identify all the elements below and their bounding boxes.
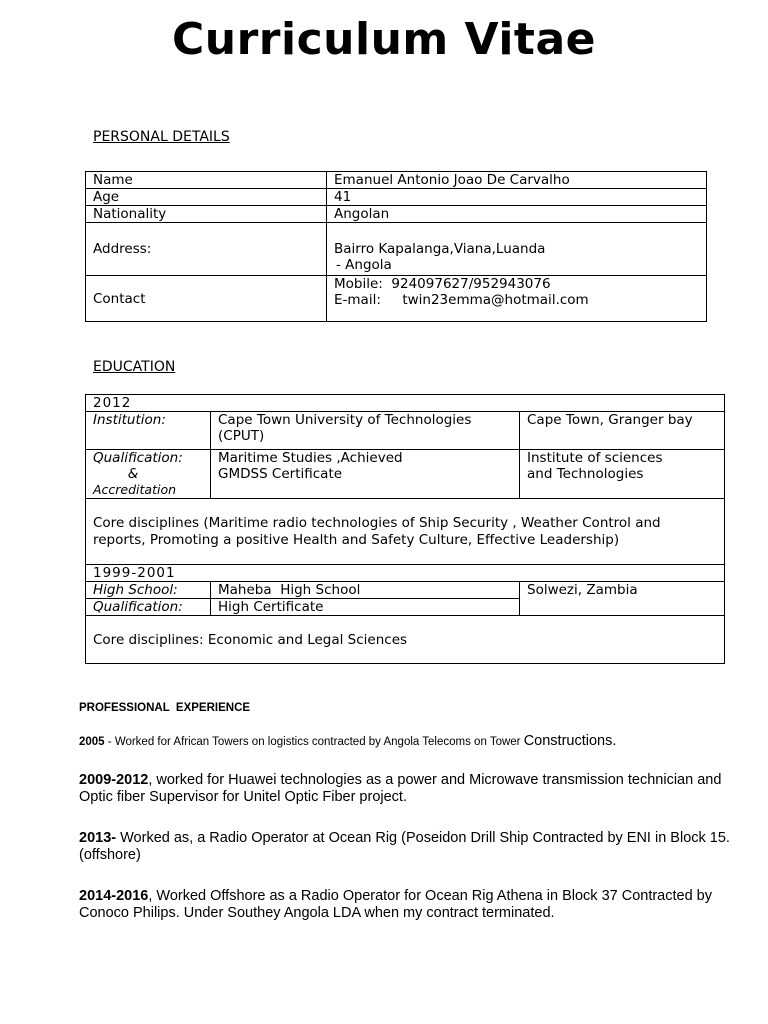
table-row (86, 223, 707, 276)
education-year-1999: 1999-2001 (86, 565, 725, 582)
address-line-2: - Angola (336, 257, 392, 273)
nationality-label: Nationality (86, 206, 327, 223)
table-row (86, 499, 725, 565)
address-label: Address: (86, 223, 327, 276)
experience-text-tail: Constructions. (523, 733, 617, 749)
mobile-line: Mobile: 924097627/952943076 (334, 276, 551, 292)
age-value: 41 (327, 189, 707, 206)
qualification-line-1: Maritime Studies ,Achieved (218, 450, 403, 466)
experience-text: , worked for Huawei technologies as a power and Microwave transmission technician and Optic fiber Supervisor for Unitel Optic Fiber project. (79, 772, 722, 805)
address-line-1: Bairro Kapalanga,Viana,Luanda (334, 241, 546, 257)
table-row (86, 582, 725, 599)
professional-experience-heading: PROFESSIONAL EXPERIENCE (79, 702, 251, 714)
qualification-value (211, 450, 520, 499)
ampersand-label: & (127, 466, 139, 482)
institute-line-1: Institute of sciences (527, 450, 663, 466)
address-value (327, 223, 707, 276)
experience-year: 2013- (79, 830, 117, 846)
experience-year: 2005 (79, 736, 105, 748)
table-row (86, 189, 707, 206)
qualification-label: Qualification: (93, 450, 183, 466)
table-row (86, 206, 707, 223)
qualification-value-2: High Certificate (211, 599, 520, 616)
name-value: Emanuel Antonio Joao De Carvalho (327, 172, 707, 189)
experience-text: - Worked for African Towers on logistics contracted by Angola Telecoms on Tower (104, 736, 524, 748)
table-row (86, 276, 707, 322)
core-disciplines-2012 (86, 499, 725, 565)
core-disciplines-1999: Core disciplines: Economic and Legal Sciences (86, 616, 725, 664)
accreditation-label: Accreditation (93, 482, 177, 497)
high-school-label: High School: (86, 582, 211, 599)
institution-value (211, 412, 520, 450)
name-label: Name (86, 172, 327, 189)
education-table (85, 394, 725, 664)
experience-2014 (79, 888, 739, 922)
table-row (86, 395, 725, 412)
institution-location: Cape Town, Granger bay (520, 412, 725, 450)
personal-details-table (85, 171, 707, 322)
institute-value (520, 450, 725, 499)
email-line: E-mail: twin23emma@hotmail.com (334, 292, 589, 308)
experience-text: Worked as, a Radio Operator at Ocean Rig (Poseidon Drill Ship Contracted by ENI in Block 15.(offshore) (79, 830, 730, 863)
table-row (86, 565, 725, 582)
nationality-value: Angolan (327, 206, 707, 223)
table-row (86, 616, 725, 664)
institution-abbrev: (CPUT) (218, 428, 265, 444)
contact-value (327, 276, 707, 322)
experience-2009 (79, 772, 739, 806)
institution-name: Cape Town University of Technologies (218, 412, 472, 428)
qualification-accreditation-label (86, 450, 211, 499)
education-heading: EDUCATION (93, 359, 176, 375)
education-year-2012: 2012 (86, 395, 725, 412)
high-school-location: Solwezi, Zambia (520, 582, 725, 616)
experience-year: 2014-2016 (79, 888, 149, 904)
contact-label: Contact (86, 276, 327, 322)
institute-line-2: and Technologies (527, 466, 644, 482)
table-row (86, 450, 725, 499)
experience-text: , Worked Offshore as a Radio Operator for Ocean Rig Athena in Block 37 Contracted by Conoco Philips. Under Southey Angola LDA when my contract terminated. (79, 888, 712, 921)
experience-year: 2009-2012 (79, 772, 149, 788)
table-row (86, 412, 725, 450)
experience-2013 (79, 830, 739, 864)
table-row (86, 172, 707, 189)
age-label: Age (86, 189, 327, 206)
core-line-2: reports, Promoting a positive Health and Safety Culture, Effective Leadership) (93, 531, 620, 548)
experience-2005 (79, 733, 739, 751)
personal-details-heading: PERSONAL DETAILS (93, 129, 230, 145)
core-line-1: Core disciplines (Maritime radio technologies of Ship Security , Weather Control and (93, 514, 661, 531)
qualification-line-2: GMDSS Certificate (218, 466, 343, 482)
document-title: Curriculum Vitae (171, 14, 596, 65)
qualification-label-2: Qualification: (86, 599, 211, 616)
high-school-value: Maheba High School (211, 582, 520, 599)
institution-label: Institution: (86, 412, 211, 450)
